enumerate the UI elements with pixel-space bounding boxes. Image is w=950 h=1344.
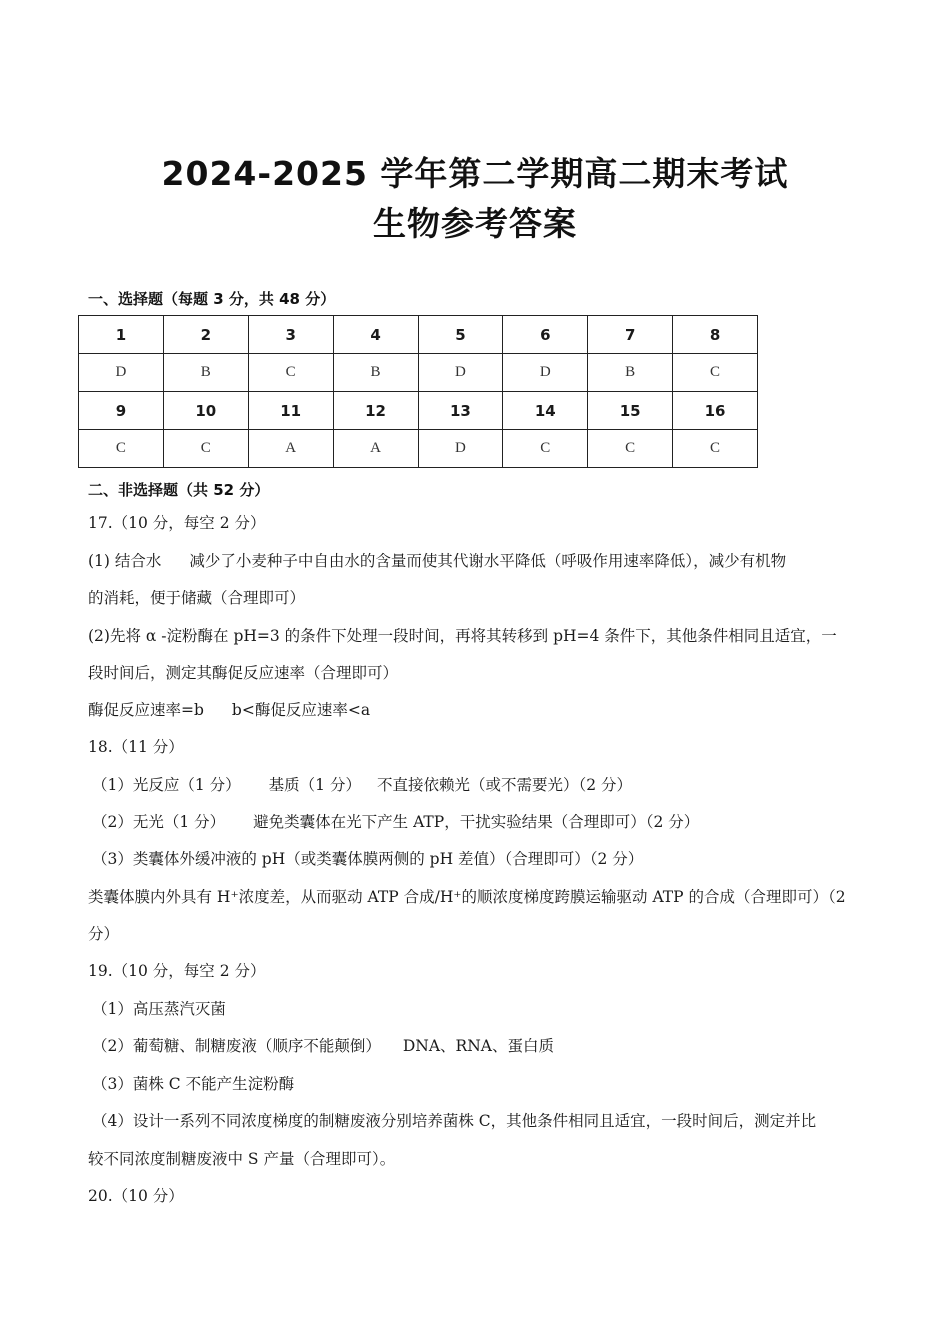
table-row-answers-2 (79, 430, 758, 468)
q18-answer-2b: 避免类囊体在光下产生 ATP，干扰实验结果（合理即可）（2 分） (253, 813, 700, 831)
q18-answer-1c: 不直接依赖光（或不需要光）（2 分） (376, 776, 632, 794)
answer-cell: C (79, 430, 164, 468)
q18-answer-3: （3）类囊体外缓冲液的 pH（或类囊体膜两侧的 pH 差值）（合理即可）（2 分） (92, 850, 644, 868)
q17-answer-3b: b<酶促反应速率<a (231, 701, 371, 719)
q17-answer-1-cont: 的消耗，便于储藏（合理即可） (88, 589, 306, 607)
question-number-cell: 11 (248, 392, 333, 430)
section-heading-non-multiple-choice: 二、非选择题（共 52 分） (88, 481, 270, 499)
page-title: 2024-2025 学年第二学期高二期末考试 (161, 154, 789, 193)
question-number-cell: 14 (503, 392, 588, 430)
answer-cell: D (79, 354, 164, 392)
answer-cell: B (333, 354, 418, 392)
question-number-cell: 1 (79, 316, 164, 354)
question-number-cell: 6 (503, 316, 588, 354)
q17-answer-3 (88, 692, 878, 729)
question-number-cell: 2 (163, 316, 248, 354)
q19-answer-1: （1）高压蒸汽灭菌 (92, 1000, 226, 1018)
answer-cell: D (418, 430, 503, 468)
table-row-answers-1 (79, 354, 758, 392)
table-row-numbers-2 (79, 392, 758, 430)
q19-answer-2b: DNA、RNA、蛋白质 (402, 1037, 554, 1055)
question-number-cell: 5 (418, 316, 503, 354)
answer-cell: D (418, 354, 503, 392)
q18-answer-2a: （2）无光（1 分） (92, 813, 226, 831)
q18-answer-2 (92, 804, 882, 841)
q19-header: 19.（10 分，每空 2 分） (88, 962, 266, 980)
answer-cell: A (248, 430, 333, 468)
q17-answer-2-cont: 段时间后，测定其酶促反应速率（合理即可） (88, 664, 399, 682)
q18-answer-4-cont: 分） (88, 925, 120, 943)
q18-answer-1b: 基质（1 分） (268, 776, 361, 794)
q17-answer-1b: 减少了小麦种子中自由水的含量而使其代谢水平降低（呼吸作用速率降低），减少有机物 (189, 552, 787, 570)
answer-cell: C (673, 354, 758, 392)
q19-answer-2a: （2）葡萄糖、制糖废液（顺序不能颠倒） (92, 1037, 381, 1055)
answer-cell: C (588, 430, 673, 468)
question-number-cell: 8 (673, 316, 758, 354)
answer-cell: C (673, 430, 758, 468)
answer-cell: D (503, 354, 588, 392)
table-row-numbers-1 (79, 316, 758, 354)
q17-answer-1a: (1) 结合水 (88, 552, 162, 570)
q18-answer-4: 类囊体膜内外具有 H⁺浓度差，从而驱动 ATP 合成/H⁺的顺浓度梯度跨膜运输驱动 ATP 的合成（合理即可）（2 (88, 888, 846, 906)
answer-cell: C (503, 430, 588, 468)
q19-answer-2 (92, 1028, 882, 1065)
q17-header: 17.（10 分，每空 2 分） (88, 514, 266, 532)
section-heading-multiple-choice: 一、选择题（每题 3 分，共 48 分） (88, 290, 336, 308)
question-number-cell: 16 (673, 392, 758, 430)
answer-table (78, 315, 758, 468)
answer-cell: C (248, 354, 333, 392)
question-number-cell: 12 (333, 392, 418, 430)
question-number-cell: 10 (163, 392, 248, 430)
q19-answer-3: （3）菌株 C 不能产生淀粉酶 (92, 1075, 295, 1093)
q19-answer-4-cont: 较不同浓度制糖废液中 S 产量（合理即可）。 (88, 1150, 396, 1168)
q17-answer-2: (2)先将 α -淀粉酶在 pH=3 的条件下处理一段时间，再将其转移到 pH=4 条件下，其他条件相同且适宜，一 (88, 627, 837, 645)
question-number-cell: 3 (248, 316, 333, 354)
answer-cell: A (333, 430, 418, 468)
page-subtitle: 生物参考答案 (373, 204, 577, 243)
q18-header: 18.（11 分） (88, 738, 184, 756)
q17-answer-1 (88, 543, 878, 580)
question-number-cell: 7 (588, 316, 673, 354)
q17-answer-3a: 酶促反应速率=b (88, 701, 204, 719)
question-number-cell: 13 (418, 392, 503, 430)
q20-header: 20.（10 分） (88, 1187, 184, 1205)
q18-answer-1a: （1）光反应（1 分） (92, 776, 241, 794)
answer-cell: C (163, 430, 248, 468)
question-number-cell: 4 (333, 316, 418, 354)
q19-answer-4: （4）设计一系列不同浓度梯度的制糖废液分别培养菌株 C，其他条件相同且适宜，一段时间后，测定并比 (92, 1112, 817, 1130)
answer-cell: B (163, 354, 248, 392)
q18-answer-1 (92, 767, 882, 804)
question-number-cell: 15 (588, 392, 673, 430)
question-number-cell: 9 (79, 392, 164, 430)
answer-cell: B (588, 354, 673, 392)
